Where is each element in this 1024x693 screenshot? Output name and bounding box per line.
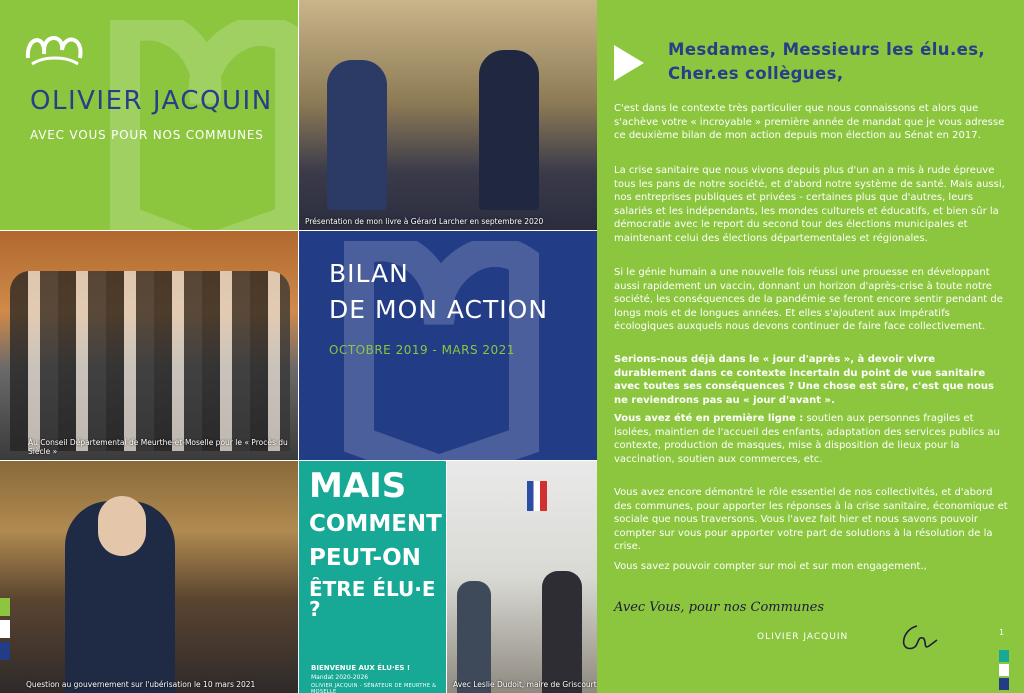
group-silhouette bbox=[10, 271, 290, 451]
paragraph-rest: soutien aux personnes fragiles et isolées, maintien de l'accueil des enfants, adaptation des services publics au contexte, production de masques, mise à disposition de lieux pour la vaccination, soutien aux commerces, etc. bbox=[614, 413, 1000, 465]
photo-conseil bbox=[0, 231, 298, 460]
tagline: AVEC VOUS POUR NOS COMMUNES bbox=[30, 128, 264, 142]
letter-paragraph: Vous avez encore démontré le rôle essentiel de nos collectivités, et d'abord des communes, pour apporter les réponses à la crise sanitaire, économique et sociale que nous traversons. Vous l'avez fait hier et nous savons pouvoir compter sur vous pour apporter votre part de solutions à la résolution de la crise. bbox=[614, 487, 1008, 553]
photo-caption: Question au gouvernement sur l'ubérisation le 10 mars 2021 bbox=[26, 680, 256, 689]
play-arrow-icon bbox=[614, 45, 644, 81]
author-name: OLIVIER JACQUIN bbox=[30, 86, 273, 116]
decor-stripe bbox=[0, 642, 10, 660]
decor-stripe bbox=[0, 598, 10, 616]
photo-caption: Présentation de mon livre à Gérard Larcher en septembre 2020 bbox=[305, 217, 544, 226]
mais-line4: ÊTRE ÉLU·E ? bbox=[309, 577, 436, 621]
letter-paragraph: C'est dans le contexte très particulier que nous connaissons et alors que s'achève votre « incroyable » première année de mandat que je vous adresse ce deuxième bilan de mon action depuis mon élection au Sénat en 2017. bbox=[614, 103, 1005, 142]
person-silhouette bbox=[457, 581, 491, 693]
bilan-block bbox=[299, 231, 598, 460]
decor-stripe bbox=[999, 650, 1009, 662]
letter-paragraph: Vous savez pouvoir compter sur moi et sur mon engagement., bbox=[614, 561, 927, 572]
signature-icon bbox=[897, 622, 941, 656]
photo-dudoit bbox=[447, 461, 598, 693]
heart-watermark-icon bbox=[95, 20, 298, 230]
greeting-line2: Cher.es collègues, bbox=[668, 64, 844, 83]
letter-paragraph: Si le génie humain a une nouvelle fois réussi une prouesse en développant aussi rapidement un vaccin, donnant un horizon d'après-crise à toute notre société, les conséquences de la pandémie se feront encore sentir pendant de longs mois et de longues années. Et elles s'ajoutent aux impératifs écologiques auxquels nous devons continuer de faire face collectivement. bbox=[614, 267, 1003, 333]
letter-paragraph: Serions-nous déjà dans le « jour d'après », à devoir vivre durablement dans ce contexte incertain du point de vue sanitaire avec toutes ses conséquences ? Une chose est sûre, c'est que nous ne reviendrons pas au « jour d'avant ». bbox=[614, 354, 994, 406]
bilan-subtitle: DE MON ACTION bbox=[329, 295, 549, 324]
decor-stripe bbox=[999, 664, 1009, 676]
photo-senat bbox=[0, 461, 298, 693]
letter-paragraph bbox=[614, 412, 1009, 466]
photo-caption: Avec Leslie Dudoit, maire de Griscourt bbox=[453, 680, 597, 689]
bilan-dates: OCTOBRE 2019 - MARS 2021 bbox=[329, 343, 515, 357]
flag-icon bbox=[527, 481, 547, 511]
logo-icon bbox=[24, 28, 86, 70]
photo-caption: Au Conseil Départemental de Meurthe-et-Moselle pour le « Procès du Siècle » bbox=[28, 438, 288, 456]
bienvenue-text: BIENVENUE AUX ÉLU·ES ! bbox=[311, 664, 411, 672]
mais-comment-block bbox=[299, 461, 446, 693]
mandat-text: Mandat 2020-2026 bbox=[311, 674, 369, 681]
identity-block bbox=[0, 0, 298, 230]
person-silhouette bbox=[327, 60, 387, 210]
person-silhouette bbox=[542, 571, 582, 693]
photo-larcher bbox=[299, 0, 598, 230]
page-number: 1 bbox=[999, 628, 1005, 637]
signature-script: Avec Vous, pour nos Communes bbox=[614, 600, 825, 615]
letter-column bbox=[597, 0, 1024, 693]
bilan-title: BILAN bbox=[329, 259, 409, 288]
decor-stripe bbox=[999, 678, 1009, 690]
mais-line1: MAIS bbox=[309, 466, 407, 506]
mais-line3: PEUT-ON bbox=[309, 545, 421, 571]
face-silhouette bbox=[98, 496, 146, 556]
greeting-line1: Mesdames, Messieurs les élu.es, bbox=[668, 40, 986, 59]
decor-stripe bbox=[0, 620, 10, 638]
paragraph-bold: Vous avez été en première ligne : bbox=[614, 413, 804, 424]
person-silhouette bbox=[479, 50, 539, 210]
senateur-text: OLIVIER JACQUIN - SÉNATEUR DE MEURTHE & MOSELLE bbox=[311, 683, 437, 693]
mais-line2: COMMENT bbox=[309, 511, 442, 537]
signature-name: OLIVIER JACQUIN bbox=[757, 632, 849, 642]
letter-paragraph: La crise sanitaire que nous vivons depuis plus d'un an a mis à rude épreuve tous les pans de notre société, et d'abord notre système de santé. Mais aussi, nos entreprises publiques et privées - certaines plus que d'autres, leurs salariés et les indépendants, les mondes culturels et éducatifs, et bien sûr la démocratie avec le report du second tour des élections municipales et maintenant celui des élections départementales et régionales. bbox=[614, 165, 1005, 244]
